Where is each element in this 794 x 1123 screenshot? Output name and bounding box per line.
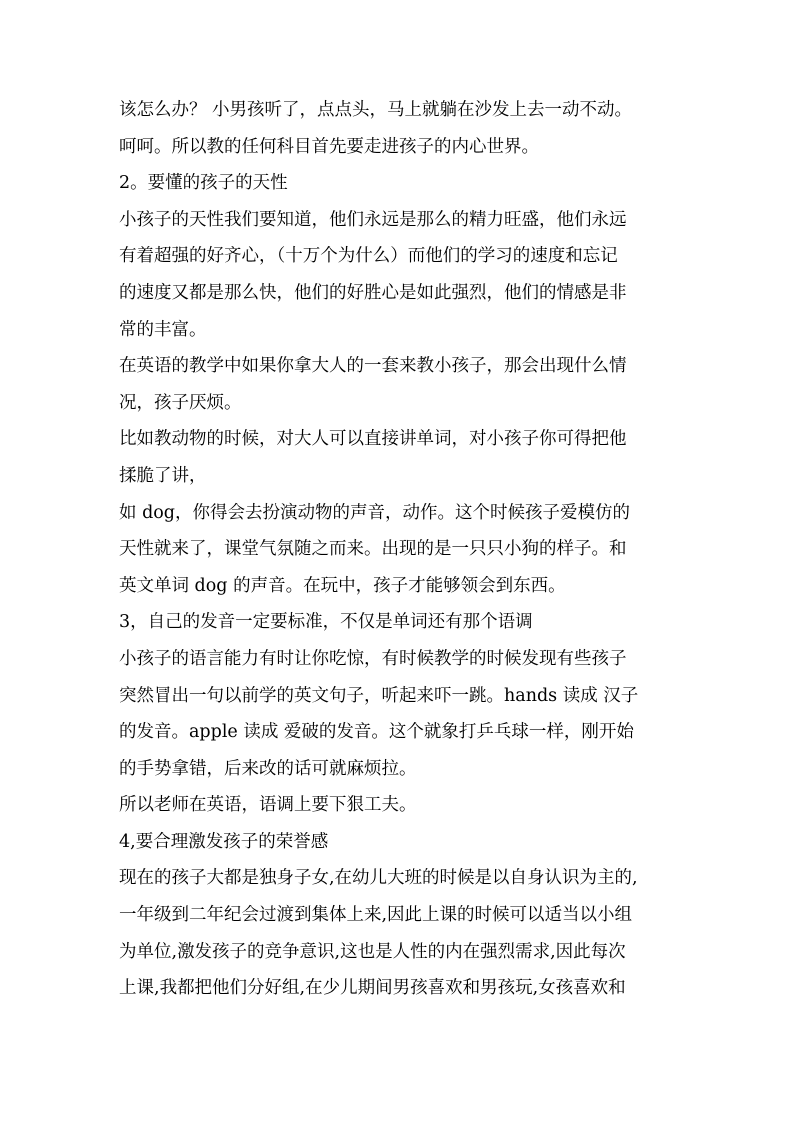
text-line: 现在的孩子大都是独身子女,在幼儿大班的时候是以自身认识为主的, [119,868,638,889]
text-line: 比如教动物的时候，对大人可以直接讲单词，对小孩子你可得把他 [119,429,627,450]
text-line: 况，孩子厌烦。 [119,392,242,413]
text-line: 上课,我都把他们分好组,在少儿期间男孩喜欢和男孩玩,女孩喜欢和 [119,978,626,999]
text-line: 的手势拿错，后来改的话可就麻烦拉。 [119,758,417,779]
text-line: 常的丰富。 [119,319,207,340]
text-line: 该怎么办？ 小男孩听了，点点头，马上就躺在沙发上去一动不动。 [119,100,633,120]
text-line: 为单位,激发孩子的竞争意识,这也是人性的内在强烈需求,因此每次 [119,941,626,962]
text-line: 所以老师在英语，语调上要下狠工夫。 [119,795,417,816]
text-line: 的速度又都是那么快，他们的好胜心是如此强烈，他们的情感是非 [119,282,627,303]
text-line: 小孩子的天性我们要知道，他们永远是那么的精力旺盛，他们永远 [119,209,627,230]
text-line: 呵呵。所以教的任何科目首先要走进孩子的内心世界。 [119,136,539,157]
text-line: 揉脆了讲， [119,465,207,486]
text-line: 如 dog，你得会去扮演动物的声音，动作。这个时候孩子爱模仿的 [119,502,631,523]
section-heading: 3，自己的发音一定要标准，不仅是单词还有那个语调 [119,612,533,633]
body-text [119,92,679,1007]
section-heading: 4,要合理激发孩子的荣誉感 [119,831,329,852]
text-line: 一年级到二年纪会过渡到集体上来,因此上课的时候可以适当以小组 [119,905,633,926]
text-line: 英文单词 dog 的声音。在玩中，孩子才能够领会到东西。 [119,575,566,596]
text-line: 有着超强的好齐心，（十万个为什么）而他们的学习的速度和忘记 [119,246,618,267]
text-line: 突然冒出一句以前学的英文句子，听起来吓一跳。hands 读成 汉子 [119,685,639,706]
text-line: 在英语的教学中如果你拿大人的一套来教小孩子，那会出现什么情 [119,356,627,377]
text-line: 小孩子的语言能力有时让你吃惊，有时候教学的时候发现有些孩子 [119,648,627,669]
text-line: 天性就来了，课堂气氛随之而来。出现的是一只只小狗的样子。和 [119,539,627,560]
text-line: 的发音。apple 读成 爱破的发音。这个就象打乒乓球一样，刚开始 [119,722,634,743]
section-heading: 2。要懂的孩子的天性 [119,173,288,194]
